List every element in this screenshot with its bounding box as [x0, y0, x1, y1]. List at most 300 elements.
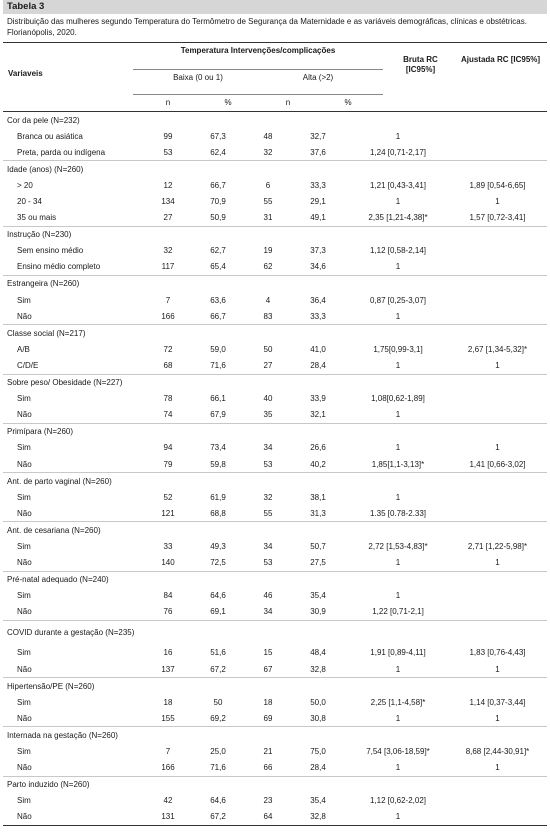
- empty-cell: [448, 226, 547, 243]
- cell-pct-high: 26,6: [310, 443, 326, 453]
- cell-adjusted: 1: [495, 197, 500, 207]
- cell-n-low: 18: [163, 697, 173, 707]
- empty-cell: [288, 727, 348, 744]
- empty-cell: [288, 620, 348, 645]
- cell-n-high: 32: [263, 147, 273, 157]
- empty-cell: [248, 374, 288, 391]
- cell-n-high: 55: [263, 197, 273, 207]
- cell-adjusted: [448, 259, 547, 276]
- empty-cell: [348, 522, 448, 539]
- empty-cell: [288, 473, 348, 490]
- section-title: Cor da pele (N=232): [7, 115, 80, 125]
- cell-adjusted: 1: [495, 360, 500, 370]
- table-row: [3, 555, 547, 572]
- cell-adjusted: [448, 793, 547, 809]
- section-title: Internada na gestação (N=260): [3, 727, 188, 744]
- header-pct-high: %: [344, 98, 352, 107]
- row-label: Sim: [17, 541, 31, 551]
- cell-n-low: 12: [163, 180, 173, 190]
- cell-pct-low: 66,7: [210, 311, 226, 321]
- cell-pct-low: 72,5: [210, 558, 226, 568]
- empty-cell: [448, 678, 547, 695]
- cell-pct-low: 67,2: [188, 809, 248, 826]
- cell-pct-low: 66,1: [210, 394, 226, 404]
- table-row: [3, 604, 547, 621]
- table-row: [3, 128, 547, 144]
- cell-pct-low: 69,2: [210, 713, 226, 723]
- empty-cell: [248, 161, 288, 178]
- table-caption: Distribuição das mulheres segundo Temperatura do Termômetro de Segurança da Maternidade e as variáveis demográficas, clínicas e obstétricas. Florianópolis, 2020.: [3, 14, 547, 43]
- empty-cell: [188, 473, 248, 490]
- empty-cell: [248, 776, 288, 793]
- section-title: Ant. de cesariana (N=260): [3, 522, 188, 539]
- cell-pct-high: 41,0: [310, 344, 326, 354]
- cell-n-high: 53: [263, 558, 273, 568]
- empty-cell: [248, 423, 288, 440]
- cell-n-low: 140: [161, 558, 175, 568]
- empty-cell: [448, 112, 547, 128]
- cell-crude: 1: [395, 360, 401, 370]
- row-label: 35 ou mais: [17, 213, 57, 223]
- cell-adjusted: 1,83 [0,76-4,43]: [469, 648, 526, 658]
- table-row: [3, 144, 547, 161]
- cell-n-high: 27: [263, 360, 273, 370]
- empty-cell: [348, 161, 448, 178]
- empty-cell: [188, 161, 248, 178]
- cell-pct-high: 50,0: [310, 697, 326, 707]
- cell-n-high: 64: [248, 809, 288, 826]
- cell-adjusted: 1: [495, 443, 500, 453]
- cell-adjusted: 1,41 [0,66-3,02]: [469, 459, 526, 469]
- cell-pct-low: 59,8: [210, 459, 226, 469]
- empty-cell: [288, 325, 348, 342]
- cell-n-low: 166: [161, 763, 175, 773]
- cell-crude: 1,22 [0,71-2,1]: [372, 607, 424, 617]
- cell-pct-high: 33,9: [310, 394, 326, 404]
- table-row: [3, 259, 547, 276]
- cell-adjusted: [448, 128, 547, 144]
- row-label: Sim: [17, 747, 31, 757]
- cell-n-high: 83: [263, 311, 273, 321]
- header-pct-low: %: [224, 98, 232, 107]
- row-label: Não: [17, 607, 32, 617]
- row-label: Sim: [17, 295, 31, 305]
- cell-pct-low: 69,1: [210, 607, 226, 617]
- cell-pct-high: 30,8: [310, 713, 326, 723]
- empty-cell: [348, 678, 448, 695]
- empty-cell: [288, 161, 348, 178]
- cell-pct-low: 67,2: [210, 664, 226, 674]
- cell-pct-high: 32,8: [310, 664, 326, 674]
- empty-cell: [448, 325, 547, 342]
- cell-crude: 1: [395, 664, 401, 674]
- section-row: [3, 325, 547, 342]
- header-group: Temperatura Intervenções/complicações: [180, 46, 336, 55]
- table-title: Tabela 3: [3, 0, 547, 14]
- cell-pct-high: 27,5: [310, 558, 326, 568]
- cell-pct-low: 64,6: [210, 796, 226, 806]
- cell-n-low: 33: [163, 541, 173, 551]
- table-row: [3, 440, 547, 456]
- table-row: [3, 694, 547, 710]
- empty-cell: [248, 325, 288, 342]
- section-row: [3, 727, 547, 744]
- row-label: Sim: [17, 591, 31, 601]
- empty-cell: [348, 473, 448, 490]
- row-label: Sim: [17, 796, 31, 806]
- table-row: [3, 489, 547, 505]
- empty-cell: [348, 325, 448, 342]
- cell-adjusted: 1: [495, 713, 500, 723]
- cell-n-low: 117: [161, 262, 175, 272]
- cell-n-low: 94: [163, 443, 173, 453]
- cell-pct-low: 51,6: [210, 648, 226, 658]
- empty-cell: [288, 423, 348, 440]
- row-label: Não: [17, 558, 32, 568]
- cell-pct-high: 32,7: [310, 131, 326, 141]
- cell-pct-high: 32,8: [288, 809, 348, 826]
- cell-n-high: 67: [263, 664, 273, 674]
- cell-n-low: 53: [163, 147, 173, 157]
- cell-n-high: 69: [263, 713, 273, 723]
- section-row: [3, 226, 547, 243]
- cell-pct-low: 49,3: [210, 541, 226, 551]
- cell-adjusted: [448, 604, 547, 621]
- cell-n-low: 76: [163, 607, 173, 617]
- header-n-low: n: [165, 98, 171, 107]
- empty-cell: [188, 423, 248, 440]
- cell-n-low: 78: [163, 394, 173, 404]
- cell-n-high: 6: [265, 180, 271, 190]
- section-row: [3, 423, 547, 440]
- section-title: Estrangeira (N=260): [3, 275, 188, 292]
- cell-crude: 1,75[0,99-3,1]: [373, 344, 423, 354]
- cell-adjusted: 1: [495, 558, 500, 568]
- cell-pct-high: 37,6: [310, 147, 326, 157]
- table-row: [3, 809, 547, 826]
- empty-cell: [348, 112, 448, 128]
- row-label: Sim: [17, 697, 31, 707]
- empty-cell: [188, 226, 248, 243]
- cell-adjusted: [448, 243, 547, 259]
- section-title: Parto induzido (N=260): [3, 776, 188, 793]
- section-title: Instrução (N=230): [3, 226, 188, 243]
- cell-pct-low: 50: [213, 697, 223, 707]
- cell-pct-high: 50,7: [310, 541, 326, 551]
- empty-cell: [348, 727, 448, 744]
- cell-crude: 1: [348, 809, 448, 826]
- cell-crude: 2,72 [1,53-4,83]*: [368, 541, 428, 551]
- cell-crude: 1: [395, 713, 401, 723]
- cell-pct-high: 37,3: [310, 246, 326, 256]
- empty-cell: [448, 620, 547, 645]
- cell-n-low: 68: [163, 360, 173, 370]
- empty-cell: [288, 522, 348, 539]
- section-row: [3, 522, 547, 539]
- cell-n-low: 79: [163, 459, 173, 469]
- header-group-rule: [133, 69, 383, 70]
- row-label: Não: [17, 664, 32, 674]
- cell-pct-high: 30,9: [310, 607, 326, 617]
- header-sub-rule: [133, 94, 383, 95]
- row-label: Sim: [17, 443, 31, 453]
- section-row: [3, 473, 547, 490]
- table-row: [3, 588, 547, 604]
- cell-n-low: 16: [163, 648, 173, 658]
- cell-crude: 1: [395, 311, 401, 321]
- table-row: [3, 538, 547, 554]
- empty-cell: [448, 161, 547, 178]
- empty-cell: [348, 776, 448, 793]
- cell-crude: 1: [395, 763, 401, 773]
- cell-pct-high: 75,0: [310, 747, 326, 757]
- cell-pct-low: 66,7: [210, 180, 226, 190]
- cell-n-high: 19: [263, 246, 273, 256]
- cell-crude: 1: [395, 492, 401, 502]
- empty-cell: [188, 275, 248, 292]
- cell-n-high: 46: [263, 591, 273, 601]
- cell-adjusted: 1,57 [0,72-3,41]: [469, 213, 526, 223]
- cell-adjusted: 1,89 [0,54-6,65]: [469, 180, 526, 190]
- cell-n-high: 34: [263, 443, 273, 453]
- cell-n-low: 121: [161, 508, 175, 518]
- empty-cell: [288, 571, 348, 588]
- table-row: [3, 292, 547, 308]
- section-row: [3, 374, 547, 391]
- section-title: Sobre peso/ Obesidade (N=227): [3, 374, 188, 391]
- cell-adjusted: [448, 292, 547, 308]
- row-label: Não: [17, 763, 32, 773]
- cell-n-high: 31: [263, 213, 273, 223]
- empty-cell: [188, 620, 248, 645]
- empty-cell: [248, 226, 288, 243]
- empty-cell: [448, 374, 547, 391]
- row-label: Não: [3, 809, 148, 826]
- header-n-high: n: [285, 98, 291, 107]
- cell-n-low: 72: [163, 344, 173, 354]
- table-row: [3, 210, 547, 227]
- cell-n-low: 52: [163, 492, 173, 502]
- cell-n-low: 74: [163, 410, 173, 420]
- cell-pct-high: 35,4: [310, 796, 326, 806]
- cell-pct-low: 65,4: [210, 262, 226, 272]
- cell-adjusted: [448, 407, 547, 424]
- empty-cell: [448, 522, 547, 539]
- cell-crude: 1.35 [0.78-2.33]: [369, 508, 427, 518]
- cell-crude: 1: [395, 443, 401, 453]
- row-label: Sim: [17, 492, 31, 502]
- cell-crude: 2,35 [1,21-4,38]*: [368, 213, 428, 223]
- cell-pct-low: 63,6: [210, 295, 226, 305]
- empty-cell: [188, 571, 248, 588]
- cell-n-low: 27: [163, 213, 173, 223]
- table-row: [3, 645, 547, 661]
- cell-pct-low: 62,4: [210, 147, 226, 157]
- cell-n-high: 34: [263, 541, 273, 551]
- cell-n-low: 155: [161, 713, 175, 723]
- cell-n-high: 40: [263, 394, 273, 404]
- cell-pct-low: 73,4: [210, 443, 226, 453]
- empty-cell: [248, 275, 288, 292]
- empty-cell: [448, 571, 547, 588]
- row-label: Não: [17, 713, 32, 723]
- empty-cell: [248, 620, 288, 645]
- cell-n-high: 34: [263, 607, 273, 617]
- empty-cell: [448, 473, 547, 490]
- empty-cell: [448, 275, 547, 292]
- cell-n-low: 7: [165, 295, 171, 305]
- empty-cell: [248, 678, 288, 695]
- cell-crude: 1: [395, 410, 401, 420]
- empty-cell: [188, 776, 248, 793]
- cell-pct-high: 33,3: [310, 311, 326, 321]
- table-row: [3, 710, 547, 727]
- row-label: Branca ou asiática: [17, 131, 83, 141]
- empty-cell: [348, 226, 448, 243]
- table-row: [3, 357, 547, 374]
- cell-crude: 1: [395, 197, 401, 207]
- cell-n-low: 166: [161, 311, 175, 321]
- table-container: [3, 0, 547, 826]
- cell-crude: 1: [395, 558, 401, 568]
- cell-pct-high: 36,4: [310, 295, 326, 305]
- table-header: [3, 43, 547, 112]
- cell-adjusted: [448, 809, 547, 826]
- row-label: Preta, parda ou indígena: [17, 147, 106, 157]
- cell-n-high: 50: [263, 344, 273, 354]
- cell-pct-low: 61,9: [210, 492, 226, 502]
- table-row: [3, 391, 547, 407]
- cell-n-high: 18: [263, 697, 273, 707]
- empty-cell: [348, 374, 448, 391]
- row-label: Sim: [17, 394, 31, 404]
- empty-cell: [348, 423, 448, 440]
- cell-n-high: 23: [263, 796, 273, 806]
- empty-cell: [248, 522, 288, 539]
- cell-pct-high: 28,4: [310, 763, 326, 773]
- cell-pct-low: 71,6: [210, 763, 226, 773]
- cell-pct-high: 33,3: [310, 180, 326, 190]
- empty-cell: [288, 678, 348, 695]
- empty-cell: [248, 112, 288, 128]
- cell-pct-low: 67,3: [210, 131, 226, 141]
- empty-cell: [348, 275, 448, 292]
- empty-cell: [288, 776, 348, 793]
- row-label: Sem ensino médio: [17, 246, 84, 256]
- cell-pct-high: 32,1: [310, 410, 326, 420]
- table-row: [3, 505, 547, 522]
- cell-adjusted: [448, 391, 547, 407]
- cell-pct-high: 48,4: [310, 648, 326, 658]
- empty-cell: [248, 571, 288, 588]
- empty-cell: [188, 522, 248, 539]
- section-title: Primípara (N=260): [3, 423, 188, 440]
- section-title: COVID durante a gestação (N=235): [3, 620, 188, 645]
- row-label: Não: [17, 508, 32, 518]
- cell-adjusted: [448, 308, 547, 325]
- empty-cell: [248, 473, 288, 490]
- cell-pct-low: 68,8: [210, 508, 226, 518]
- cell-n-low: 131: [148, 809, 188, 826]
- cell-n-high: 66: [263, 763, 273, 773]
- empty-cell: [448, 727, 547, 744]
- table-row: [3, 793, 547, 809]
- empty-cell: [288, 374, 348, 391]
- cell-adjusted: 1: [495, 664, 500, 674]
- cell-adjusted: 2,71 [1,22-5,98]*: [467, 541, 528, 551]
- section-row: [3, 571, 547, 588]
- header-low: Baixa (0 ou 1): [173, 73, 223, 82]
- empty-cell: [248, 727, 288, 744]
- cell-adjusted: [448, 588, 547, 604]
- cell-crude: 1: [395, 591, 401, 601]
- cell-pct-low: 62,7: [210, 246, 226, 256]
- cell-crude: 1: [395, 131, 401, 141]
- cell-n-high: 55: [263, 508, 273, 518]
- empty-cell: [348, 571, 448, 588]
- cell-n-low: 84: [163, 591, 173, 601]
- row-label: C/D/E: [17, 360, 39, 370]
- header-high: Alta (>2): [302, 73, 334, 82]
- cell-pct-low: 70,9: [210, 197, 226, 207]
- header-adjusted: Ajustada RC [IC95%]: [460, 55, 541, 64]
- empty-cell: [188, 112, 248, 128]
- table-row: [3, 308, 547, 325]
- empty-cell: [188, 727, 248, 744]
- section-row: [3, 161, 547, 178]
- empty-cell: [348, 620, 448, 645]
- empty-cell: [188, 678, 248, 695]
- cell-pct-high: 38,1: [310, 492, 326, 502]
- empty-cell: [288, 275, 348, 292]
- cell-n-high: 53: [263, 459, 273, 469]
- cell-adjusted: 1: [495, 763, 500, 773]
- row-label: 20 - 34: [17, 197, 42, 207]
- cell-n-high: 62: [263, 262, 273, 272]
- cell-adjusted: 8,68 [2,44-30,91]*: [465, 747, 530, 757]
- table-row: [3, 243, 547, 259]
- table-row: [3, 177, 547, 193]
- section-title: Idade (anos) (N=260): [3, 161, 188, 178]
- section-title: Classe social (N=217): [3, 325, 188, 342]
- cell-crude: 1,91 [0,89-4,11]: [370, 648, 426, 658]
- cell-pct-low: 25,0: [210, 747, 226, 757]
- row-label: Não: [17, 410, 32, 420]
- cell-adjusted: [448, 489, 547, 505]
- section-row: [3, 112, 547, 128]
- header-variable: Variaveis: [8, 69, 43, 78]
- row-label: A/B: [17, 344, 30, 354]
- cell-pct-high: 49,1: [310, 213, 326, 223]
- cell-n-low: 99: [163, 131, 173, 141]
- cell-pct-high: 35,4: [310, 591, 326, 601]
- empty-cell: [188, 325, 248, 342]
- section-row: [3, 776, 547, 793]
- row-label: Não: [17, 459, 32, 469]
- cell-crude: 1,12 [0,58-2,14]: [369, 246, 427, 256]
- cell-crude: 1,21 [0,43-3,41]: [369, 180, 427, 190]
- cell-pct-high: 28,4: [310, 360, 326, 370]
- cell-adjusted: 2,67 [1,34-5,32]*: [467, 344, 528, 354]
- table-row: [3, 341, 547, 357]
- row-label: Não: [17, 311, 32, 321]
- section-row: [3, 678, 547, 695]
- cell-n-high: 21: [263, 747, 273, 757]
- table-row: [3, 760, 547, 777]
- table-row: [3, 661, 547, 678]
- cell-crude: 1,08[0,62-1,89]: [371, 394, 425, 404]
- cell-adjusted: [448, 144, 547, 161]
